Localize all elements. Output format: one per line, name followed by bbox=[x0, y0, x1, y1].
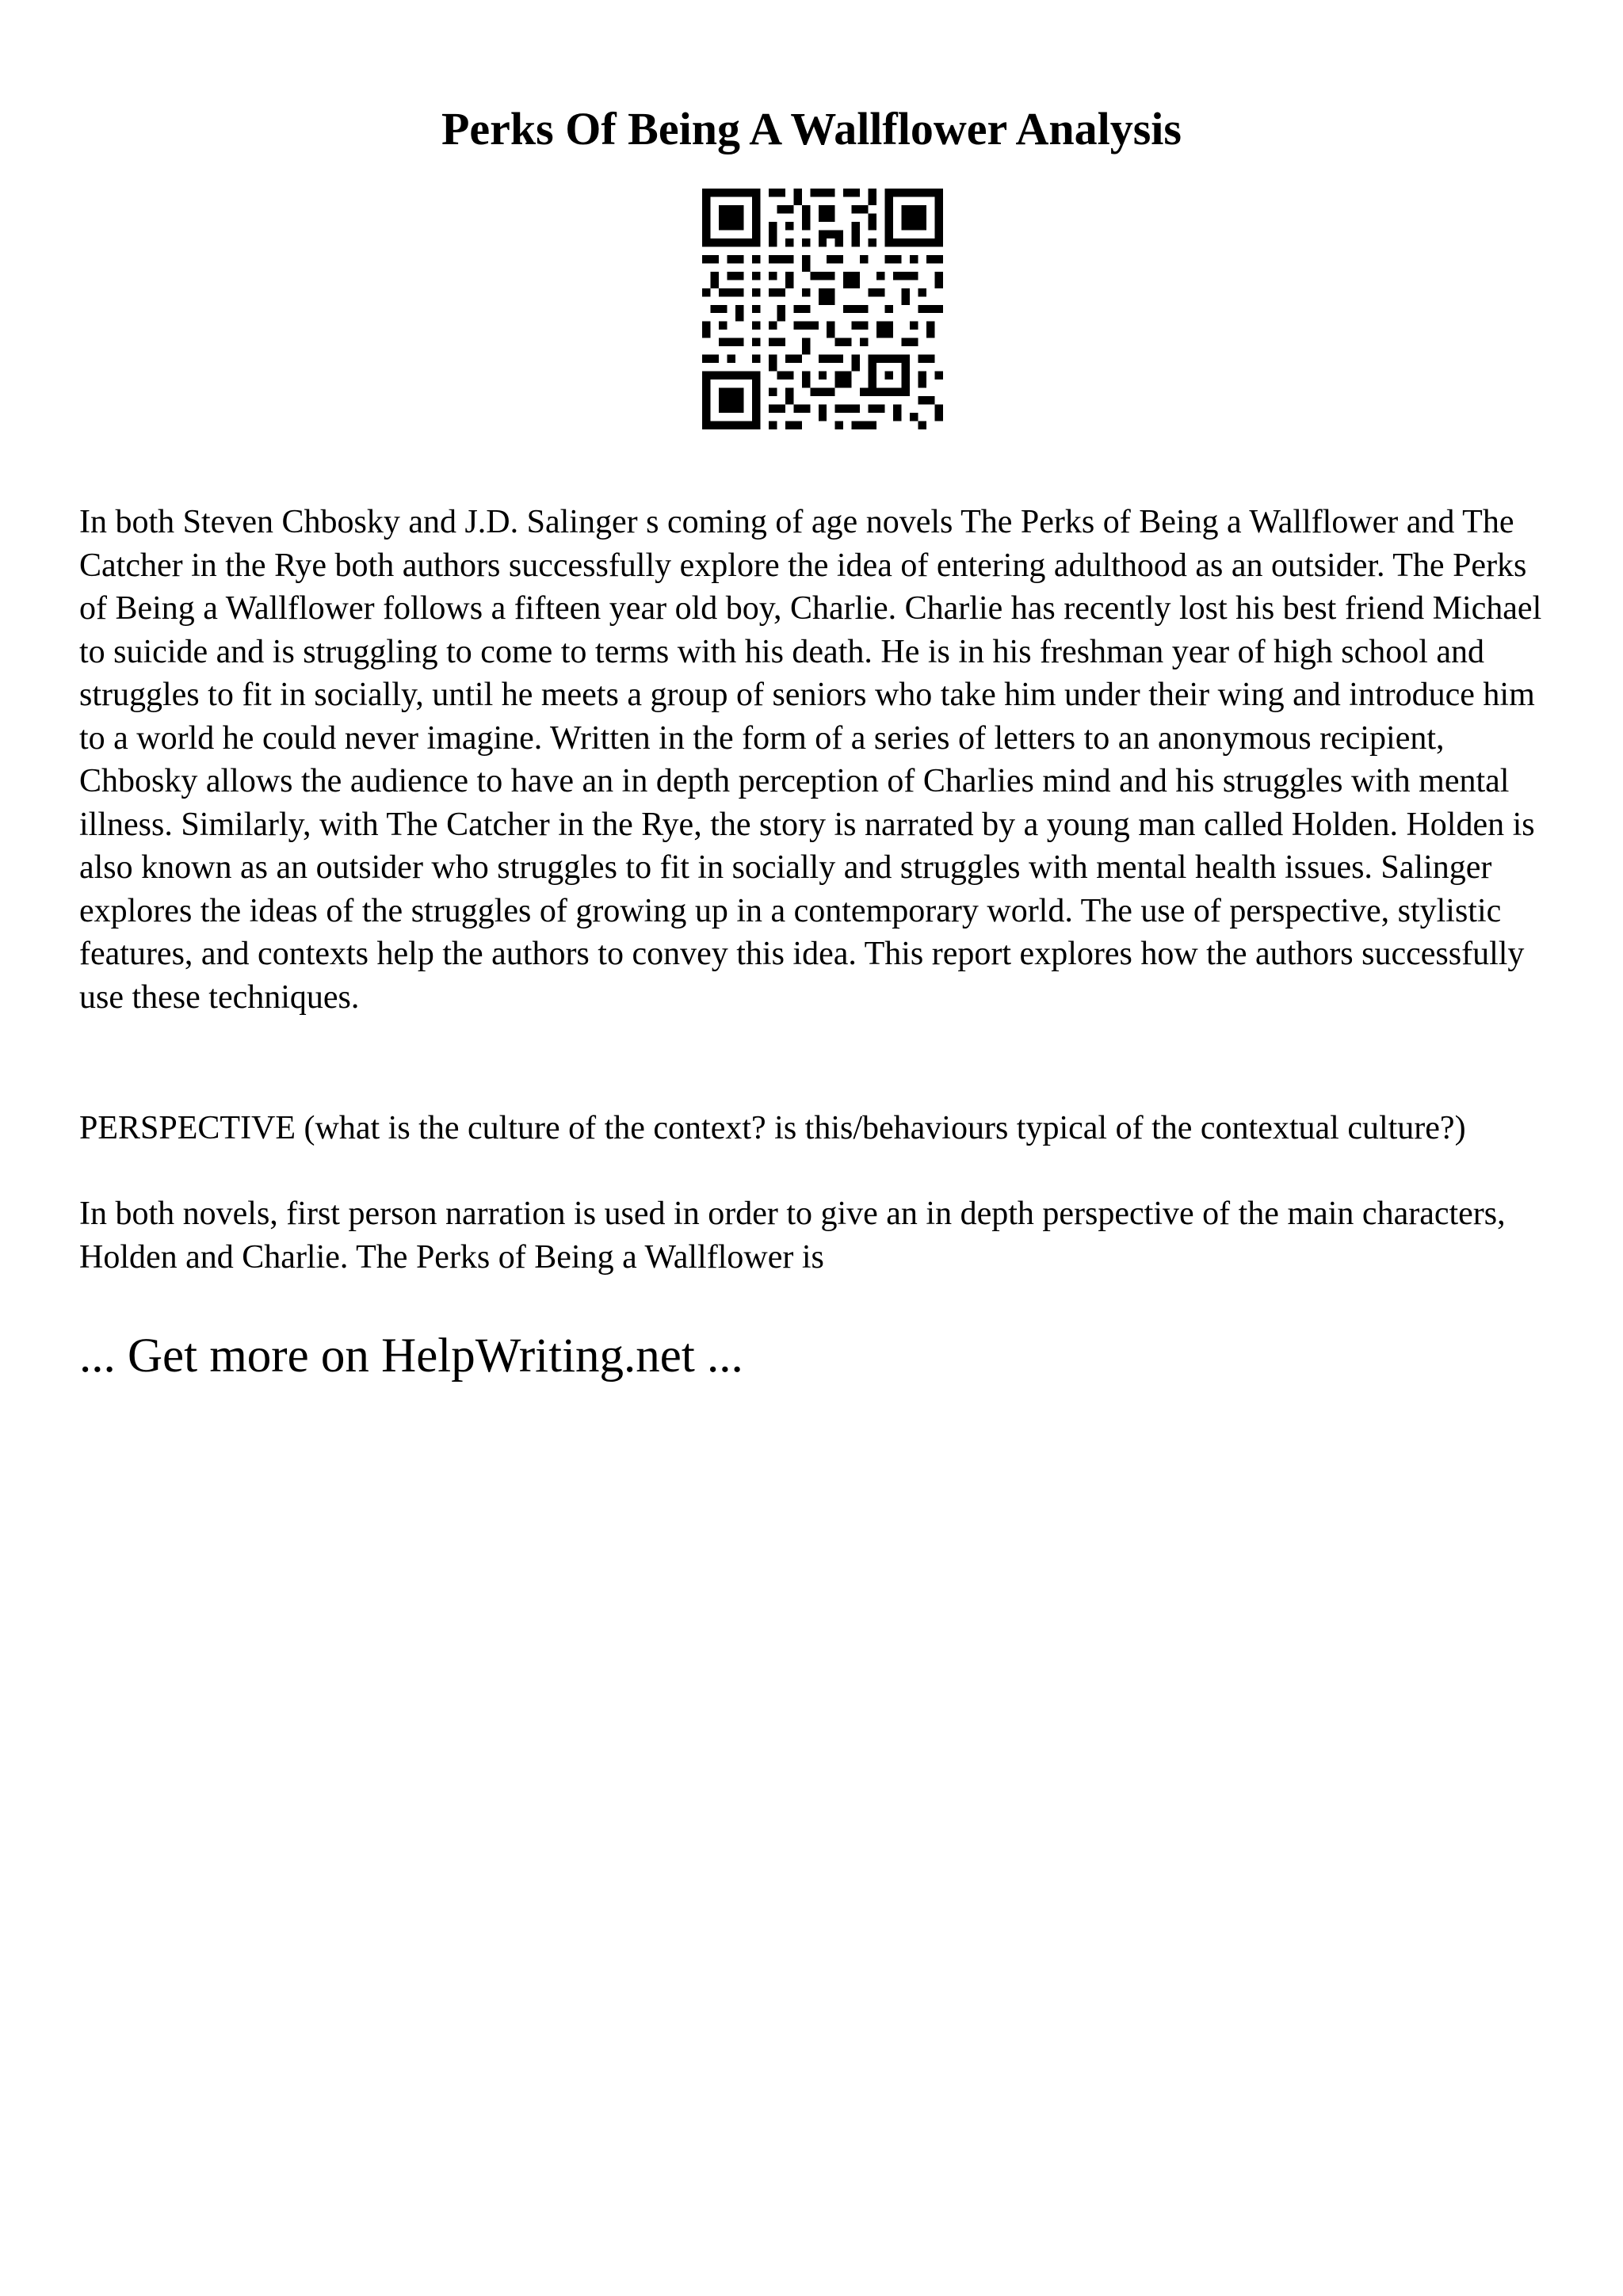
perspective-heading: PERSPECTIVE (what is the culture of the context? is this/behaviours typical of the contextual culture?) bbox=[79, 1110, 1466, 1146]
perspective-paragraph: In both novels, first person narration is used in order to give an in depth perspective of the main characters, Holden and Charlie. The Perks of Being a Wallflower is bbox=[79, 1196, 1506, 1276]
qr-code-icon bbox=[702, 189, 943, 429]
document-title: Perks Of Being A Wallflower Analysis bbox=[441, 103, 1182, 154]
get-more-link[interactable]: ... Get more on HelpWriting.net ... bbox=[79, 1329, 743, 1383]
intro-paragraph: In both Steven Chbosky and J.D. Salinger s coming of age novels The Perks of Being a Wallflower and The Catcher in the Rye both authors successfully explore the idea of entering adulthood as an outsider. The Perks of Being a Wallflower follows a fifteen year old boy, Charlie. Charlie has recently lost his best friend Michael to suicide and is struggling to come to terms with his death. He is in his freshman year of high school and struggles to fit in socially, until he meets a group of seniors who take him under their wing and introduce him to a world he could never imagine. Written in the form of a series of letters to an anonymous recipient, Chbosky allows the audience to have an in depth perception of Charlies mind and his struggles with mental illness. Similarly, with The Catcher in the Rye, the story is narrated by a young man called Holden. Holden is also known as an outsider who struggles to fit in socially and struggles with mental health issues. Salinger explores the ideas of the struggles of growing up in a contemporary world. The use of perspective, stylistic features, and contexts help the authors to convey this idea. This report explores how the authors successfully use these techniques. bbox=[79, 504, 1542, 1016]
